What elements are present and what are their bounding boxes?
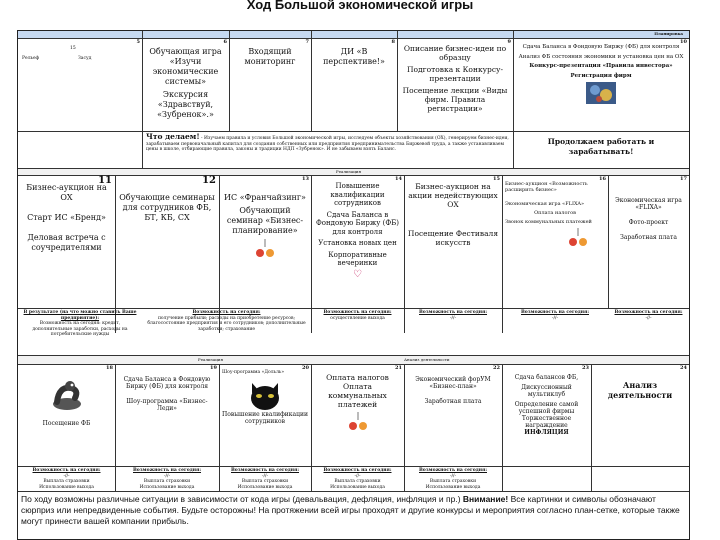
- foot-body: -//-: [645, 315, 652, 321]
- activity-expansion-auction: Бизнес-аукцион «Возможность расширить бизнес»: [505, 181, 588, 193]
- activity-auction: Бизнес-аукцион на ОХ: [26, 183, 107, 202]
- activity-excursion: Экскурсия «Здравствуй, «Зубренок».»: [157, 90, 214, 119]
- activity-contest: Конкурс-презентация «Правила инвестора»: [529, 63, 673, 69]
- activity-bizplan-seminar: Обучающий семинар «Бизнес-планирование»: [226, 206, 304, 235]
- activity-di: ДИ «В перспективе!»: [323, 47, 385, 66]
- foot-body: -//-: [63, 473, 70, 479]
- cell-day-12: [115, 175, 219, 308]
- activity-show: Шоу-программа «Бизнес-Леди»: [126, 398, 208, 412]
- foot-body: -//-: [551, 315, 559, 321]
- activity-flixa: Экономическая игра «FLIXA»: [615, 197, 682, 211]
- day-number: 14: [395, 176, 402, 182]
- surprise-icon: [565, 228, 591, 250]
- page-title: Ход Большой экономической игры: [246, 0, 474, 12]
- activity-best-firm: Определение самой успешной фирмы: [514, 401, 579, 415]
- day-number: 17: [680, 176, 687, 182]
- cell-day-15: [404, 175, 502, 308]
- surprise-icon: [252, 239, 278, 261]
- foot-heading: Возможность на сегодня:: [521, 310, 589, 315]
- cell-day-19: [115, 364, 219, 466]
- foot3-cell-3: [219, 467, 311, 491]
- activity-visit-fb: Посещение ФБ: [42, 420, 91, 427]
- activity-salary: Заработная плата: [424, 398, 482, 405]
- activity-monitoring: Входящий мониторинг: [244, 47, 296, 66]
- foot-body: Выплата страховки: [143, 479, 191, 484]
- foot-body: Использование выхода: [39, 484, 94, 490]
- snake-mascot-icon: [49, 376, 85, 412]
- foot-body: Возможность на сегодня: кредит, дополнительные заработки, расходы на потребительские нужды: [32, 321, 128, 337]
- cell-day-16: [502, 175, 608, 308]
- relief-label: Рельеф: [22, 56, 40, 61]
- foot-body: Выплата страховки: [241, 479, 289, 484]
- day-number: 15: [493, 176, 500, 182]
- activity-new-prices: Установка новых цен: [318, 239, 397, 247]
- foot-cell-4: [404, 309, 502, 355]
- cell-day-17: [608, 175, 689, 308]
- activity-business-idea: Описание бизнес-идеи по образцу: [403, 44, 507, 62]
- activity-game: Обучающая игра «Изучи экономические системы»: [149, 47, 222, 86]
- activity-parties: Корпоративные вечеринки: [328, 250, 387, 267]
- foot-body: Использование выхода: [237, 484, 293, 490]
- day-number: 20: [302, 365, 309, 371]
- day-number: 13: [302, 176, 309, 182]
- foot-body: осуществление выхода: [330, 315, 385, 321]
- activity-seminars: Обучающие семинары для сотрудников ФБ, БТ, КБ, СХ: [119, 193, 215, 222]
- notice-warning: Внимание!: [462, 494, 509, 504]
- band-planning-label: Планировка: [654, 31, 683, 36]
- foot-cell-3: [311, 309, 404, 355]
- band-realization-label: Реализация: [336, 169, 361, 174]
- activity-taxes: Оплата налогов: [326, 373, 389, 382]
- cell-day-24: [591, 364, 689, 466]
- foot-heading: В результате (на что можно ставить Ваше предприятие):: [23, 310, 137, 321]
- foot-cell-5: [502, 309, 608, 355]
- foot-heading: Возможность на сегодня:: [133, 468, 201, 473]
- activity-balance: Сдача Баланса в Фондовую Биржу (ФБ) для контроля: [522, 44, 680, 50]
- banner-lead: Что делаем!: [146, 132, 200, 141]
- activity-analysis: Анализ деятельности: [607, 380, 673, 400]
- activity-photo: Фото-проект: [628, 219, 669, 226]
- foot-heading: Возможность на сегодня:: [323, 468, 392, 473]
- activity-discussion: Дискуссионный мультиклуб: [521, 384, 572, 398]
- foot-body: Выплата страховки: [334, 479, 381, 484]
- day-number: 22: [493, 365, 500, 371]
- activity-festival: Посещение Фестиваля искусств: [407, 229, 499, 247]
- activity-brand: Старт ИС «Бренд»: [27, 213, 106, 222]
- heart-icon: ♡: [353, 268, 362, 280]
- foot-body: -//-: [449, 315, 457, 321]
- activity-lecture: Посещение лекции «Виды фирм. Правила регистрации»: [402, 86, 508, 113]
- activity-utilities: Оплата коммунальных платежей: [328, 382, 387, 409]
- activity-utilities: Звонок коммунальных платежей: [505, 219, 592, 225]
- foot-heading: Возможность на сегодня:: [419, 310, 487, 315]
- cat-icon: [247, 379, 283, 411]
- day-number: 19: [210, 365, 217, 371]
- band-planning: [18, 31, 689, 38]
- cell-day-9: [397, 38, 513, 131]
- band-lower-right-label: Анализ деятельности: [404, 357, 450, 362]
- notice-lead: По ходу возможны различные ситуации в зависимости от кода игры (девальвация, дефляция, инфляция и пр.): [21, 494, 461, 504]
- cell-day-6: [142, 38, 229, 131]
- zasud-label: Засуд: [78, 56, 92, 61]
- foot-heading: Возможность на сегодня:: [323, 310, 392, 315]
- cell-day-23: [502, 364, 591, 466]
- activity-franchising: ИС «Франчайзинг»: [224, 193, 306, 202]
- cell-day-8: [311, 38, 397, 131]
- day-number: 6: [223, 39, 227, 45]
- day-number: 10: [680, 39, 687, 45]
- day-number: 8: [391, 39, 395, 45]
- day-number: 18: [106, 365, 113, 371]
- activity-balance: Сдача Баланса в Фондовую Биржу (ФБ) для контроля: [315, 210, 400, 236]
- activity-balance: Сдача Баланса в Фондовую Биржу (ФБ) для контроля: [123, 376, 211, 390]
- banner-right: Продолжаем работать и зарабатывать!: [547, 137, 655, 156]
- cell-day-20: [219, 364, 311, 466]
- foot-heading: Возможность на сегодня:: [192, 310, 261, 315]
- day-number: 5: [136, 39, 140, 45]
- cell-day-5: [18, 38, 142, 131]
- foot-body: -//-: [354, 473, 361, 479]
- activity-balances: Сдача балансов ФБ,: [514, 374, 579, 381]
- cell-day-22: [404, 364, 502, 466]
- foot3-cell-2: [115, 467, 219, 491]
- day-number: 12: [202, 175, 216, 186]
- foot-body: Использование выхода: [139, 484, 195, 490]
- activity-inflation: ИНФЛЯЦИЯ: [524, 429, 569, 436]
- banner-what-we-do: [142, 132, 513, 168]
- bottom-notice: [21, 494, 686, 538]
- foot-body: Выплата страховки: [429, 479, 477, 484]
- activity-forum: Экономический форУМ «Бизнес-план»: [415, 376, 491, 390]
- foot-cell-1: [18, 309, 142, 355]
- activity-salary: Заработная плата: [620, 234, 677, 241]
- activity-analysis: Анализ ФБ состояния экономики и установка цен на ОХ: [518, 53, 684, 60]
- foot-heading: Возможность на сегодня:: [419, 468, 487, 473]
- foot-heading: Возможность на сегодня:: [614, 310, 683, 315]
- painting-icon: [586, 82, 616, 104]
- day-number: 11: [98, 175, 112, 186]
- foot-cell-2: [142, 309, 311, 355]
- foot-heading: Возможность на сегодня:: [231, 468, 299, 473]
- day-number: 21: [395, 365, 402, 371]
- activity-meeting: Деловая встреча с соучредителями: [27, 233, 106, 252]
- cell-day-14: [311, 175, 404, 308]
- band-lower: [18, 355, 689, 364]
- foot-body: -//-: [449, 473, 457, 479]
- foot3-cell-1: [18, 467, 115, 491]
- foot-body: Выплата страховки: [43, 479, 90, 484]
- game-board: [17, 30, 690, 540]
- cell-day-11: [18, 175, 115, 308]
- day-number: 23: [582, 365, 589, 371]
- inner-number: 15: [70, 46, 76, 51]
- cell-day-18: [18, 364, 115, 466]
- day-number: 24: [680, 365, 687, 371]
- foot-body: получение прибыли; расходы на приобретение ресурсов; благосостояние предприятия и его сотрудников; дополнительные заработки; страхование: [147, 315, 306, 332]
- notice-text: Все картинки и символы обозначают сюрприз или непредвиденные события. Будьте осторожны! На протяжении всей игры проходят и другие конкурсы и мероприятия согласно план-сетке, которые также могут принести вашей компании прибыль.: [21, 494, 680, 526]
- cell-day-21: [311, 364, 404, 466]
- day-number: 16: [599, 176, 606, 182]
- cell-day-7: [229, 38, 311, 131]
- band-lower-left-label: Реализация: [198, 357, 223, 362]
- foot-body: Использование выхода: [330, 484, 385, 490]
- activity-registration: Регистрация фирм: [570, 72, 632, 79]
- banner-text: - Изучаем правила и условия Большой экономической игры, исследуем объекты хозяйствования (ОХ), генерируем бизнес-идеи, зарабатываем первоначальный капитал для создания собственных или предприятия предпринимательства Биржевой труда, а также устанавливаем цены в школе, отбирающие правила, законы и традиции НДП «Зубренок». И не забываем взять Баланс.: [146, 136, 509, 152]
- foot-body: -//-: [163, 473, 171, 479]
- foot3-cell-5: [404, 467, 502, 491]
- activity-presentation-prep: Подготовка к Конкурсу-презентации: [407, 65, 503, 83]
- activity-qualification: Повышение квалификации сотрудников: [330, 182, 385, 207]
- foot-body: -//-: [261, 473, 269, 479]
- cell-day-10: [513, 38, 689, 131]
- day-number: 9: [507, 39, 511, 45]
- foot-heading: Возможность на сегодня:: [32, 468, 101, 473]
- activity-shares-auction: Бизнес-аукцион на акции недействующих ОХ: [408, 182, 498, 209]
- day-number: 7: [305, 39, 309, 45]
- activity-taxes: Оплата налогов: [534, 210, 576, 216]
- foot-cell-6: [608, 309, 689, 355]
- band-realization: [18, 168, 689, 175]
- activity-show-doll: Шоу-программа «Дольль»: [222, 370, 285, 375]
- activity-award: Торжественное награждение: [521, 415, 572, 429]
- foot3-cell-4: [311, 467, 404, 491]
- foot-body: Использование выхода: [425, 484, 481, 490]
- activity-flixa: Экономическая игра «FLIXA»: [505, 201, 585, 207]
- activity-qualification: Повышение квалификации сотрудников: [222, 410, 308, 425]
- surprise-icon: [345, 412, 371, 434]
- cell-day-13: [219, 175, 311, 308]
